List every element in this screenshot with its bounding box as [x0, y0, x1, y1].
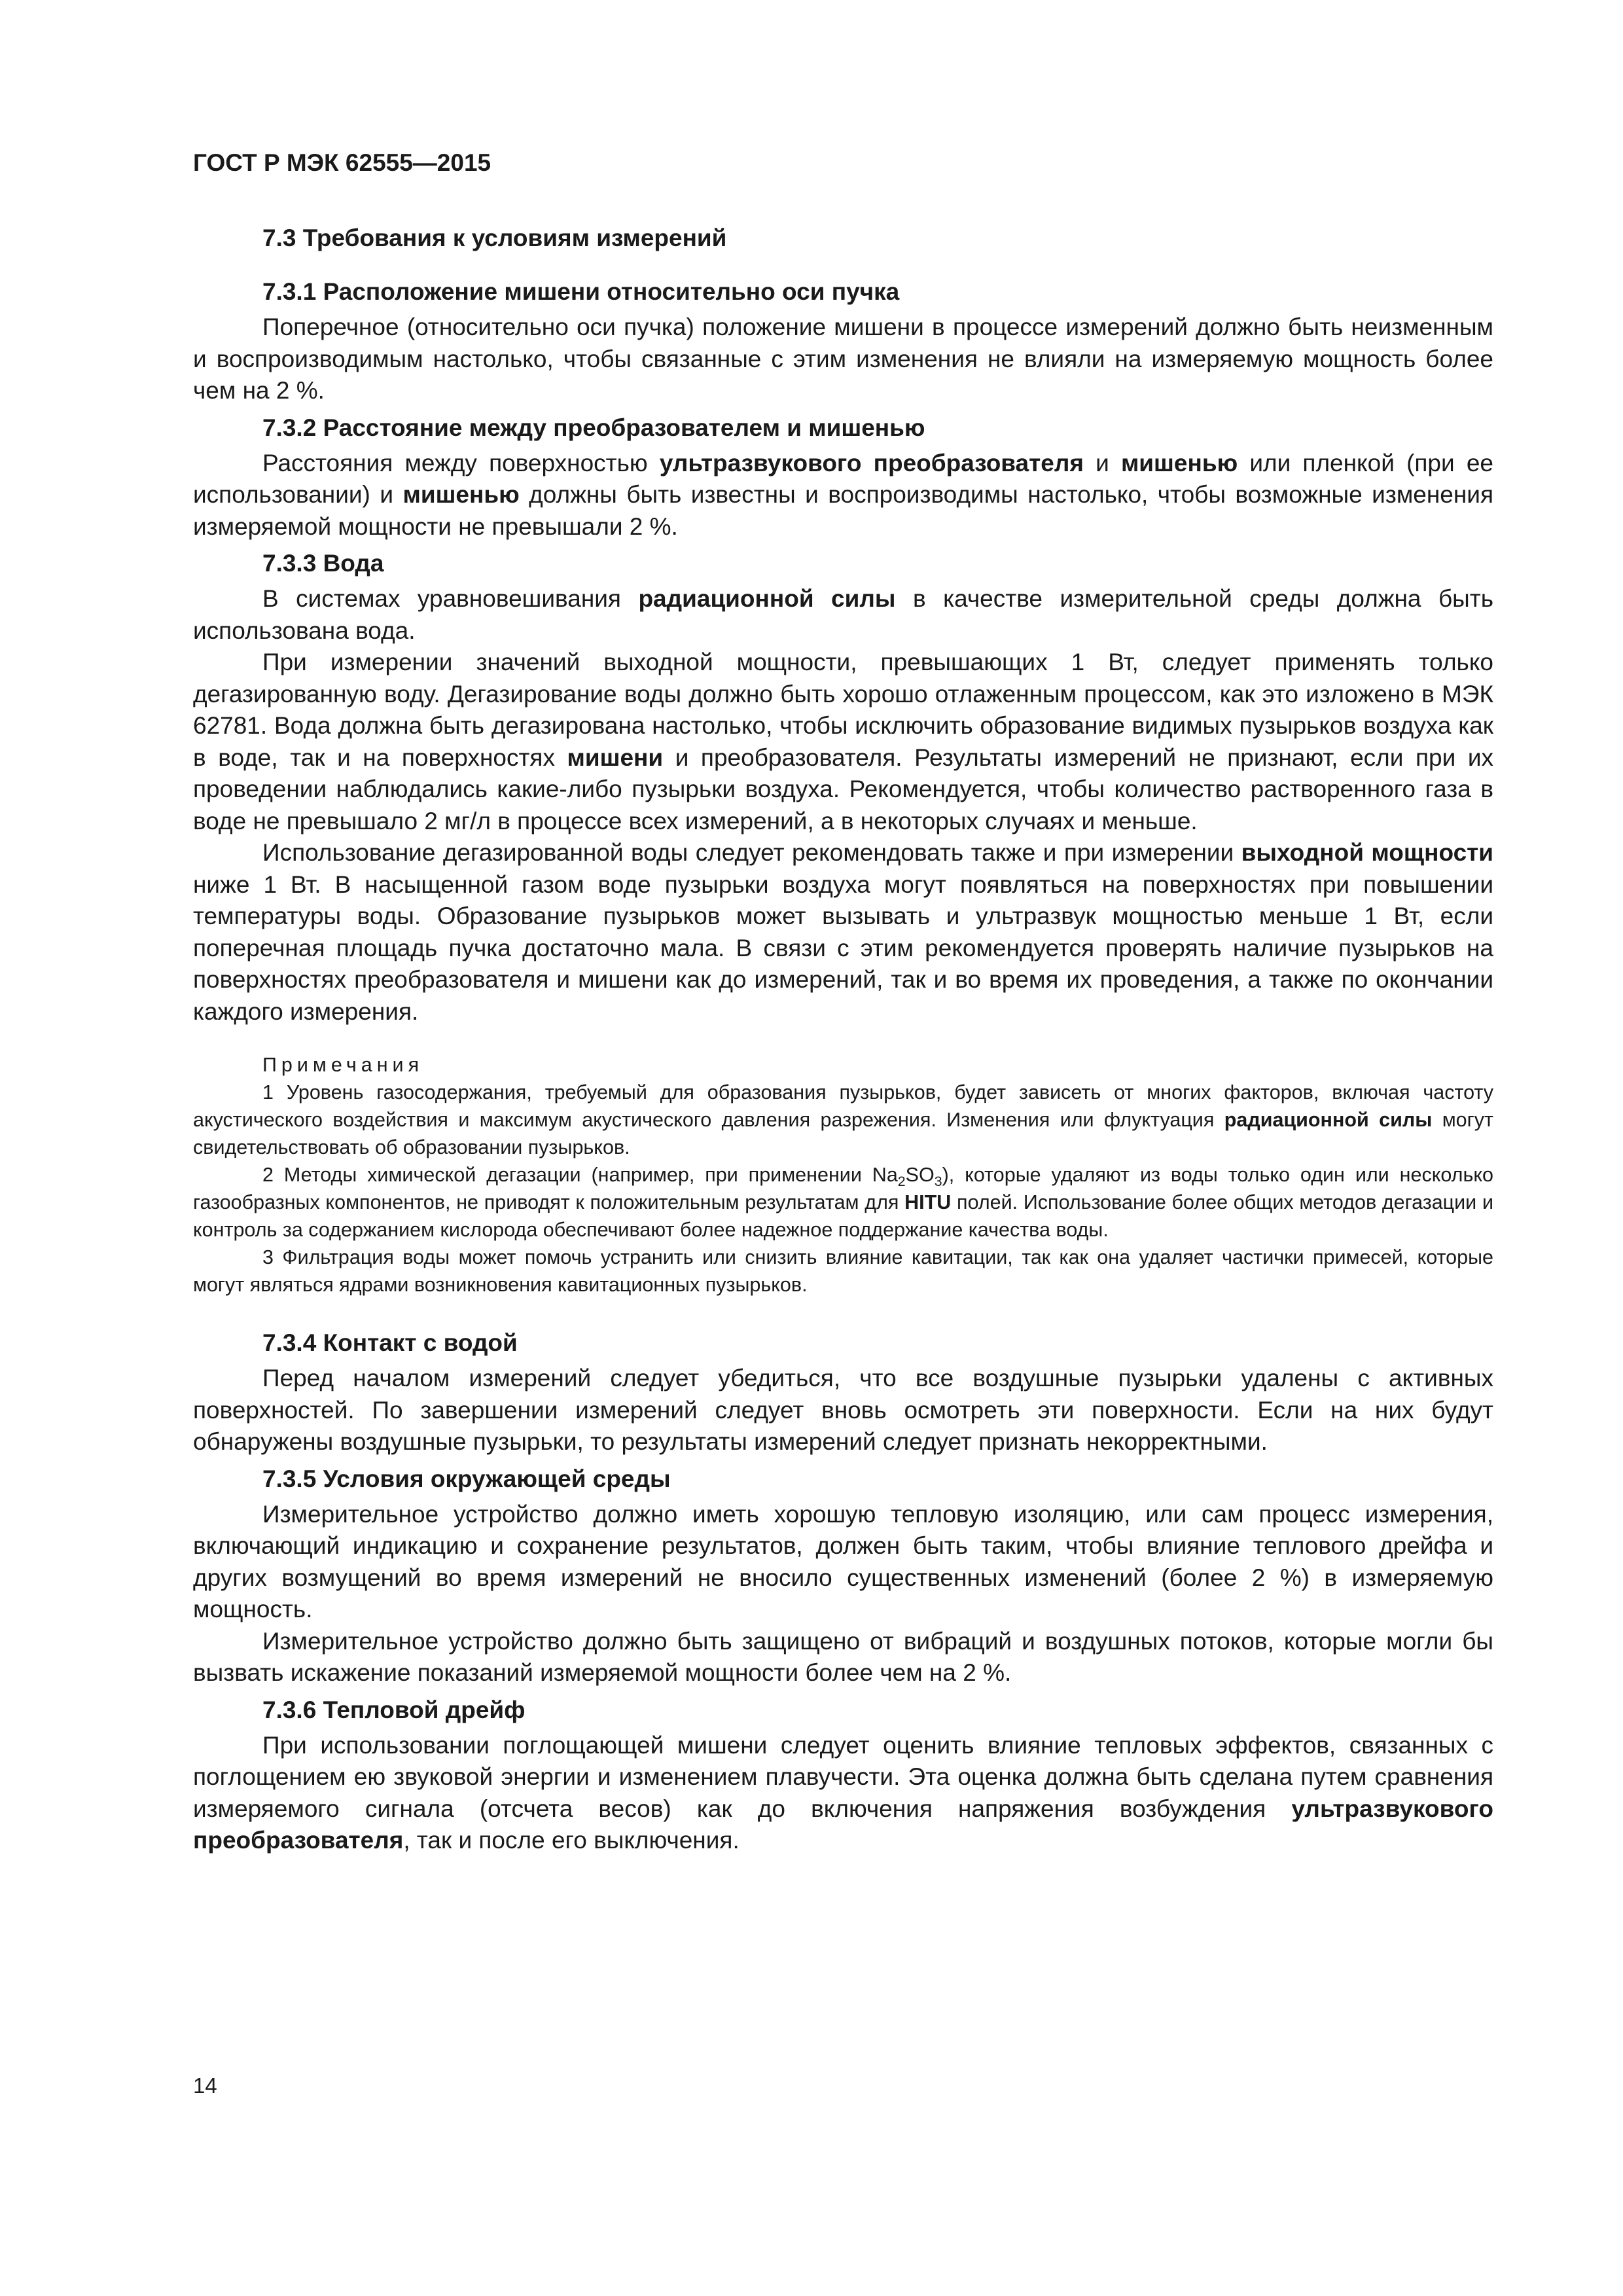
notes-block [193, 1051, 1493, 1299]
term-output-power: выходной мощности [1241, 839, 1494, 866]
term-ultrasonic-transducer: ультразвукового преобразователя [659, 449, 1084, 476]
section-7-3-5-paragraph-1: Измерительное устройство должно иметь хорошую тепловую изоляцию, или сам процесс измерения, включающий индикацию и сохранение результатов, должен быть таким, чтобы влияние теплового дрейфа и других возмущений во время измерений не вносило существенных изменений (более 2 %) в измеряемую мощность. [193, 1500, 1493, 1623]
text-run: полей. Использование более общих методов дегазации и контроль за содержанием кислорода обеспечивают более надежное поддержание качества воды. [193, 1191, 1493, 1241]
text-run: При использовании поглощающей мишени следует оценить влияние тепловых эффектов, связанных с поглощением ею звуковой энергии и изменением плавучести. Эта оценка должна быть сделана путем сравнения измеряемого сигнала (отсчета весов) как до включения напряжения возбуждения [193, 1731, 1493, 1822]
text-run: в качестве измерительной среды должна быть использована вода. [193, 585, 1493, 644]
section-7-3-4-title: 7.3.4 Контакт с водой [262, 1329, 518, 1356]
section-7-3-4-paragraph: Перед началом измерений следует убедиться, что все воздушные пузырьки удалены с активных поверхностей. По завершении измерений следует вновь осмотреть эти поверхности. Если на них будут обнаружены воздушные пузырьки, то результаты измерений следует признать некорректными. [193, 1365, 1493, 1455]
section-7-3-2-paragraph [193, 448, 1493, 543]
text-run: ниже 1 Вт. В насыщенной газом воде пузырьки воздуха могут появляться на поверхностях при повышении температуры воды. Образование пузырьков может вызывать и ультразвук мощностью меньше 1 Вт, если поперечная площадь пучка достаточно мала. В связи с этим рекомендуется проверять наличие пузырьков на поверхностях преобразователя и мишени как до измерений, так и во время их проведения, а также по окончании каждого измерения. [193, 870, 1493, 1025]
term-target: мишенью [402, 481, 520, 508]
section-7-3-1-paragraph: Поперечное (относительно оси пучка) положение мишени в процессе измерений должно быть неизменным и воспроизводимым настолько, чтобы связанные с этим изменения не влияли на измеряемую мощность более чем на 2 %. [193, 314, 1493, 404]
term-radiation-force: радиационной силы [638, 585, 896, 612]
text-run: ), которые удаляют из воды только один или несколько газообразных компонентов, не приводят к положительным результатам для [193, 1164, 1494, 1213]
text-run: 2 Методы химической дегазации (например, при применении Na [262, 1164, 898, 1186]
text-run: или пленкой (при ее использовании) и [193, 449, 1493, 508]
text-run: должны быть известны и воспроизводимы настолько, чтобы возможные изменения измеряемой мощности не превышали 2 %. [193, 481, 1493, 540]
text-run: 1 Уровень газосодержания, требуемый для образования пузырьков, будет зависеть от многих факторов, включая частоту акустического воздействия и максимум акустического давления разрежения. Изменения или флуктуация [193, 1081, 1493, 1131]
term-hitu: HITU [904, 1191, 952, 1213]
term-ultrasonic-transducer: ультразвукового преобразователя [193, 1795, 1493, 1854]
note-3: 3 Фильтрация воды может помочь устранить или снизить влияние кавитации, так как она удаляет частички примесей, которые могут являться ядрами возникновения кавитационных пузырьков. [193, 1246, 1493, 1296]
section-7-3-3-paragraph-2 [193, 647, 1493, 837]
section-7-3-5-paragraph-2: Измерительное устройство должно быть защищено от вибраций и воздушных потоков, которые могли бы вызвать искажение показаний измеряемой мощности более чем на 2 %. [193, 1627, 1493, 1686]
term-target: мишенью [1120, 449, 1238, 476]
section-7-3-3-paragraph-1 [193, 583, 1493, 647]
section-7-3-3-paragraph-3 [193, 837, 1493, 1028]
section-7-3-title: 7.3 Требования к условиям измерений [262, 224, 727, 251]
document-body [193, 223, 1493, 1857]
note-1 [193, 1079, 1493, 1161]
text-run: , так и после его выключения. [403, 1827, 740, 1854]
term-radiation-force: радиационной силы [1224, 1109, 1433, 1131]
page-number: 14 [193, 2073, 217, 2098]
notes-title: Примечания [262, 1054, 424, 1076]
text-run: В системах уравновешивания [262, 585, 639, 612]
note-2 [193, 1161, 1493, 1244]
text-run: При измерении значений выходной мощности, превышающих 1 Вт, следует применять только дегазированную воду. Дегазирование воды должно быть хорошо отлаженным процессом, как это изложено в МЭК 62781. Вода должна быть дегазирована настолько, чтобы исключить образование видимых пузырьков воздуха как в воде, так и на поверхностях [193, 649, 1493, 771]
section-7-3-3-title: 7.3.3 Вода [262, 550, 384, 577]
subscript: 3 [934, 1174, 942, 1190]
subscript: 2 [897, 1174, 906, 1190]
text-run: Расстояния между поверхностью [262, 449, 660, 476]
text-run: и [1083, 449, 1121, 476]
text-run: Использование дегазированной воды следует рекомендовать также и при измерении [262, 839, 1241, 866]
section-7-3-1-title: 7.3.1 Расположение мишени относительно оси пучка [262, 278, 900, 305]
text-run: и преобразователя. Результаты измерений не признают, если при их проведении наблюдались какие-либо пузырьки воздуха. Рекомендуется, чтобы количество растворенного газа в воде не превышало 2 мг/л в процессе всех измерений, а в некоторых случаях и меньше. [193, 744, 1493, 834]
text-run: могут свидетельствовать об образовании пузырьков. [193, 1109, 1493, 1158]
text-run: SO [905, 1164, 935, 1186]
section-7-3-2-title: 7.3.2 Расстояние между преобразователем и мишенью [262, 414, 925, 441]
section-7-3-6-paragraph [193, 1730, 1493, 1857]
document-header: ГОСТ Р МЭК 62555—2015 [193, 149, 491, 176]
section-7-3-6-title: 7.3.6 Тепловой дрейф [262, 1696, 526, 1723]
term-target: мишени [567, 744, 664, 771]
section-7-3-5-title: 7.3.5 Условия окружающей среды [262, 1465, 671, 1492]
